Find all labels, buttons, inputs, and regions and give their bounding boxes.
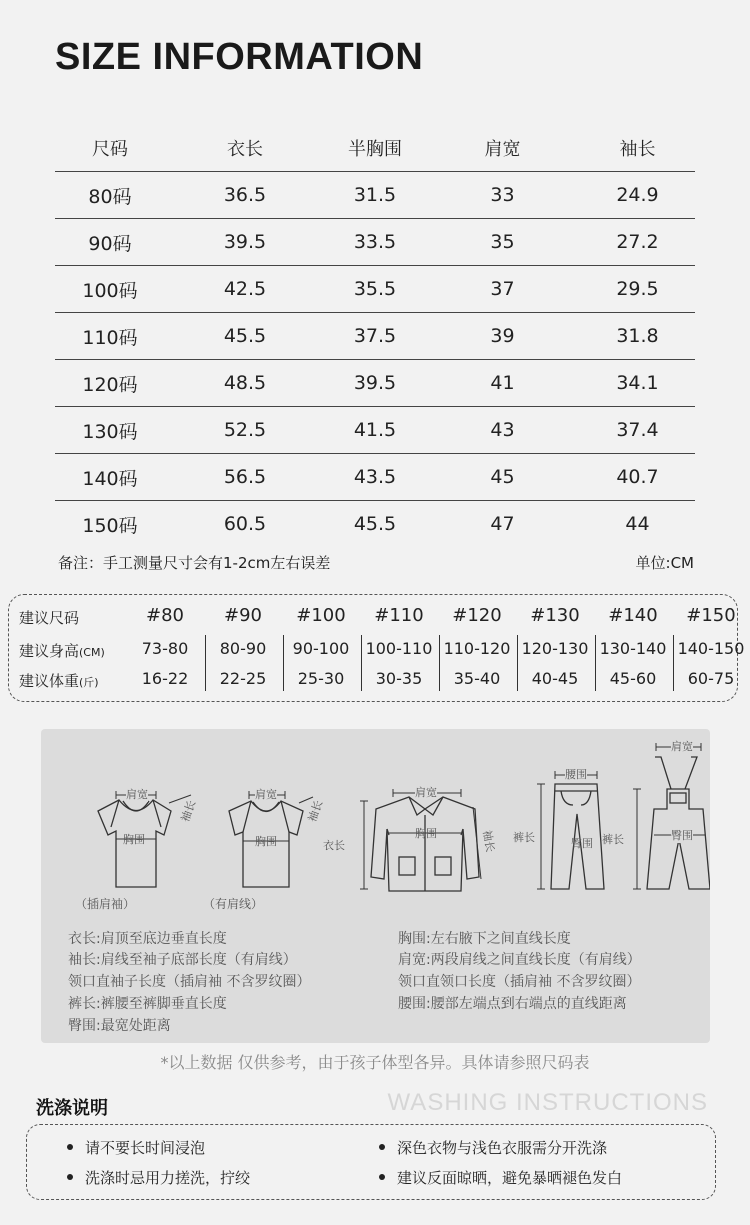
suggested-weight: 45-60: [609, 669, 657, 688]
suggested-weight: 25-30: [297, 669, 345, 688]
table-cell: 35.5: [353, 278, 397, 300]
definition: 袖长:肩线至袖子底部长度（有肩线）: [68, 952, 297, 968]
header-cell: 尺码: [92, 139, 128, 160]
suggested-height: 120-130: [521, 639, 589, 658]
column-divider: [439, 635, 440, 691]
suggested-weight: 60-75: [687, 669, 735, 688]
table-row: [55, 266, 695, 313]
definition: 臀围:最宽处距离: [68, 1018, 171, 1034]
table-cell: 39.5: [353, 372, 397, 394]
table-cell: 47: [490, 513, 515, 535]
table-cell: 33.5: [353, 231, 397, 253]
table-cell: 33: [490, 184, 515, 206]
header-cell: 肩宽: [484, 139, 521, 160]
suggested-size: #80: [146, 605, 184, 626]
header-cell: 衣长: [227, 139, 263, 160]
bullet-icon: [379, 1144, 385, 1150]
header-cell: 袖长: [619, 139, 656, 160]
table-cell: 80码: [88, 185, 132, 208]
suggested-size: #110: [374, 605, 424, 626]
size-table-header: [55, 125, 695, 172]
suggested-height: 110-120: [443, 639, 511, 658]
suggested-size: #90: [224, 605, 262, 626]
sleeve-label: 袖长: [178, 798, 199, 824]
suggested-height: 90-100: [292, 639, 350, 658]
waist-label: 腰围: [565, 768, 587, 781]
hip-label: 臀围: [671, 829, 693, 842]
bullet-icon: [67, 1144, 73, 1150]
washing-title-en: WASHING INSTRUCTIONS: [387, 1089, 708, 1116]
suggested-size: #120: [452, 605, 502, 626]
raglan-caption: （插肩袖）: [75, 897, 136, 911]
wash-item-text: 洗涤时忌用力搓洗，拧绞: [85, 1169, 251, 1187]
table-row: [55, 360, 695, 407]
table-cell: 39.5: [223, 231, 267, 253]
suggested-height: 73-80: [141, 639, 189, 658]
suggested-weight: 22-25: [219, 669, 267, 688]
set-in-caption: （有肩线）: [203, 897, 264, 911]
wash-item: [67, 1167, 250, 1188]
suggested-weight: 40-45: [531, 669, 579, 688]
table-cell: 120码: [82, 373, 138, 396]
measurement-note: 备注：手工测量尺寸会有1-2cm左右误差: [58, 554, 331, 572]
suggested-height: 130-140: [599, 639, 667, 658]
definition: 衣长:肩顶至底边垂直长度: [68, 931, 227, 947]
table-cell: 140码: [82, 467, 138, 490]
suggested-weight-label: [19, 670, 99, 691]
table-cell: 45.5: [223, 325, 267, 347]
suggested-size: #100: [296, 605, 346, 626]
definition: 领口直袖子长度（插肩袖 不含罗纹圈）: [68, 974, 311, 990]
sleeve-label: 袖长: [480, 829, 497, 854]
column-divider: [517, 635, 518, 691]
table-cell: 100码: [82, 279, 138, 302]
garment-diagrams: [41, 729, 710, 929]
table-cell: 150码: [82, 514, 138, 537]
table-cell: 44: [625, 513, 650, 535]
table-cell: 42.5: [223, 278, 267, 300]
table-cell: 43.5: [353, 466, 397, 488]
wash-item: [379, 1137, 607, 1158]
bullet-icon: [67, 1174, 73, 1180]
table-cell: 31.5: [353, 184, 397, 206]
size-table: [55, 125, 695, 547]
bullet-icon: [379, 1174, 385, 1180]
washing-box: [26, 1124, 716, 1200]
table-row: [55, 172, 695, 219]
wash-item: [379, 1167, 622, 1188]
suggested-weight: 16-22: [141, 669, 189, 688]
table-cell: 60.5: [223, 513, 267, 535]
weight-label-text: 建议体重: [19, 672, 80, 690]
table-cell: 31.8: [616, 325, 659, 347]
table-cell: 90码: [88, 232, 132, 255]
shoulder-label: 肩宽: [415, 786, 437, 799]
table-cell: 40.7: [616, 466, 659, 488]
definition: 肩宽:两段肩线之间直线长度（有肩线）: [398, 952, 641, 968]
suggested-weight: 35-40: [453, 669, 501, 688]
wash-item-text: 请不要长时间浸泡: [85, 1139, 206, 1157]
table-cell: 27.2: [616, 231, 659, 253]
table-cell: 45.5: [353, 513, 397, 535]
header-cell: 半胸围: [348, 139, 402, 160]
definition: 领口直领口长度（插肩袖 不含罗纹圈）: [398, 974, 641, 990]
table-cell: 37: [490, 278, 515, 300]
table-cell: 45: [490, 466, 515, 488]
height-unit: (CM): [79, 646, 105, 659]
table-cell: 56.5: [223, 466, 267, 488]
table-cell: 41: [490, 372, 515, 394]
measurement-diagram-panel: [41, 729, 710, 1043]
table-cell: 24.9: [616, 184, 659, 206]
unit-label: 单位:CM: [635, 554, 694, 572]
definition: 腰围:腰部左端点到右端点的直线距离: [398, 996, 627, 1012]
wash-item-text: 深色衣物与浅色衣服需分开洗涤: [397, 1139, 608, 1157]
table-cell: 130码: [82, 420, 138, 443]
definition: 裤长:裤腰至裤脚垂直长度: [68, 996, 227, 1012]
column-divider: [283, 635, 284, 691]
page-title: SIZE INFORMATION: [55, 36, 424, 78]
table-cell: 29.5: [616, 278, 659, 300]
definition: 胸围:左右腋下之间直线长度: [398, 931, 571, 947]
table-cell: 37.4: [616, 419, 659, 441]
table-cell: 43: [490, 419, 515, 441]
table-row: [55, 219, 695, 266]
pants-length-label: 裤长: [513, 831, 535, 844]
table-row: [55, 407, 695, 454]
table-cell: 48.5: [223, 372, 267, 394]
shoulder-label: 肩宽: [255, 788, 277, 801]
suggested-size-label: 建议尺码: [19, 609, 80, 627]
table-cell: 34.1: [616, 372, 659, 394]
chest-label: 胸围: [415, 827, 437, 840]
suggested-height: 140-150: [677, 639, 745, 658]
table-cell: 36.5: [223, 184, 267, 206]
pants-length-label: 裤长: [602, 833, 624, 846]
weight-unit: (斤): [79, 676, 99, 689]
shoulder-label: 肩宽: [671, 740, 693, 753]
suggested-weight: 30-35: [375, 669, 423, 688]
shoulder-label: 肩宽: [126, 788, 148, 801]
length-label: 衣长: [323, 839, 345, 852]
table-cell: 39: [490, 325, 515, 347]
chest-label: 胸围: [255, 835, 277, 848]
table-cell: 41.5: [353, 419, 397, 441]
suggested-height: 100-110: [365, 639, 433, 658]
hip-label: 臀围: [571, 837, 593, 850]
suggested-size: #130: [530, 605, 580, 626]
column-divider: [595, 635, 596, 691]
chest-label: 胸围: [123, 833, 145, 846]
washing-title: 洗涤说明: [36, 1098, 108, 1119]
table-row: [55, 313, 695, 360]
table-row: [55, 501, 695, 547]
suggested-size: #150: [686, 605, 736, 626]
wash-item: [67, 1137, 205, 1158]
column-divider: [361, 635, 362, 691]
height-label-text: 建议身高: [19, 642, 80, 660]
suggested-size-box: [8, 594, 745, 702]
sleeve-label: 袖长: [305, 798, 326, 824]
table-cell: 110码: [82, 326, 138, 349]
suggested-size: #140: [608, 605, 658, 626]
suggested-height: 80-90: [219, 639, 267, 658]
jacket-icon: [371, 797, 479, 891]
column-divider: [673, 635, 674, 691]
suggested-height-label: [19, 640, 105, 661]
table-row: [55, 454, 695, 501]
overalls-icon: [647, 757, 710, 889]
table-cell: 52.5: [223, 419, 267, 441]
table-cell: 37.5: [353, 325, 397, 347]
disclaimer: *以上数据 仅供参考，由于孩子体型各异。具体请参照尺码表: [160, 1053, 590, 1072]
column-divider: [205, 635, 206, 691]
table-cell: 35: [490, 231, 515, 253]
wash-item-text: 建议反面晾晒，避免暴晒褪色发白: [397, 1169, 623, 1187]
